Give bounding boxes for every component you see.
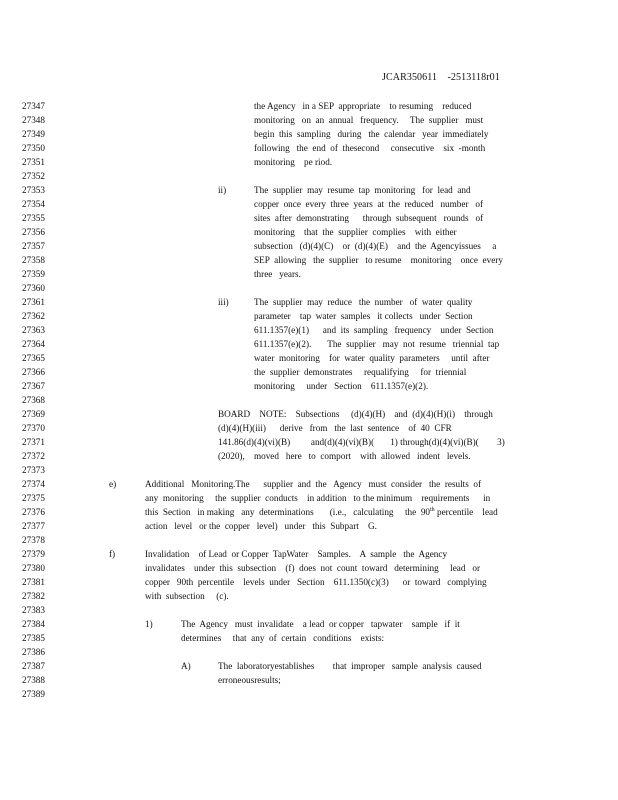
line-number: 27385 [22,633,45,643]
line-number: 27359 [22,269,45,279]
text-line: any monitoring the supplier conducts in addition to the minimum requirements in [145,493,491,503]
line-number: 27378 [22,535,45,545]
text-line: action level or the copper level) under this Subpart G. [145,521,377,531]
text-line: begin this sampling during the calendar year immediately [254,129,489,139]
list-marker: ii) [218,185,227,195]
line-number: 27371 [22,437,45,447]
list-marker: iii) [218,297,229,307]
line-number: 27355 [22,213,45,223]
text-line: monitoring on an annual frequency. The supplier must [254,115,484,125]
text-line: The supplier may resume tap monitoring for lead and [254,185,471,195]
text-line: The supplier may reduce the number of water quality [254,297,473,307]
document-header: JCAR350611 -2513118r01 [382,72,500,83]
text-line: invalidates under this subsection (f) does not count toward determining lead or [145,563,481,573]
text-line: monitoring under Section 611.1357(e)(2). [254,381,429,391]
list-marker: e) [109,479,117,489]
line-number: 27372 [22,451,45,461]
text-line: subsection (d)(4)(C) or (d)(4)(E) and the Agencyissues a [254,241,497,251]
line-number: 27384 [22,619,45,629]
line-number: 27373 [22,465,45,475]
list-marker: A) [181,661,191,671]
text-line: following the end of thesecond consecutive six -month [254,143,486,153]
text-line: water monitoring for water quality parameters until after [254,353,490,363]
line-number: 27368 [22,395,45,405]
list-marker: 1) [145,619,153,629]
line-number: 27357 [22,241,45,251]
text-line: sites after demonstrating through subsequent rounds of [254,213,484,223]
line-number: 27375 [22,493,45,503]
line-number: 27365 [22,353,45,363]
text-line: SEP allowing the supplier to resume monitoring once every [254,255,503,265]
line-number: 27377 [22,521,45,531]
text-line: copper once every three years at the reduced number of [254,199,484,209]
line-number: 27370 [22,423,45,433]
text-run: percentile lead [434,507,498,517]
line-number: 27388 [22,675,45,685]
line-number: 27382 [22,591,45,601]
text-line: the supplier demonstrates requalifying for triennial [254,367,467,377]
line-number: 27366 [22,367,45,377]
list-marker: f) [109,549,116,559]
text-line: 141.86(d)(4)(vi)(B) and(d)(4)(vi)(B)( 1) through(d)(4)(vi)(B)( 3) [218,437,505,447]
line-number: 27358 [22,255,45,265]
line-number: 27367 [22,381,45,391]
line-number: 27374 [22,479,45,489]
text-run: this Section in making any determinations (i.e., calculating the 90 [145,507,431,517]
line-number: 27350 [22,143,45,153]
line-number: 27363 [22,325,45,335]
line-number: 27361 [22,297,45,307]
line-number: 27351 [22,157,45,167]
line-number: 27376 [22,507,45,517]
line-number: 27347 [22,101,45,111]
line-number: 27353 [22,185,45,195]
text-line: the Agency in a SEP appropriate to resuming reduced [254,101,472,111]
text-line: (2020), moved here to comport with allowed indent levels. [218,451,471,461]
line-number: 27386 [22,647,45,657]
line-number: 27379 [22,549,45,559]
text-line [145,507,498,517]
text-line: The laboratoryestablishes that improper sample analysis caused [218,661,482,671]
text-line: The Agency must invalidate a lead or copper tapwater sample if it [181,619,460,629]
line-number: 27381 [22,577,45,587]
line-number: 27364 [22,339,45,349]
text-line: erroneousresults; [218,675,281,685]
line-number: 27354 [22,199,45,209]
text-line: three years. [254,269,301,279]
line-number: 27360 [22,283,45,293]
text-line: parameter tap water samples it collects under Section [254,311,473,321]
line-number: 27362 [22,311,45,321]
text-line: determines that any of certain conditions exists: [181,633,385,643]
line-number: 27356 [22,227,45,237]
text-line: 611.1357(e)(1) and its sampling frequency under Section [254,325,494,335]
text-line: Additional Monitoring.The supplier and the Agency must consider the results of [145,479,482,489]
text-line: BOARD NOTE: Subsections (d)(4)(H) and (d)(4)(H)(i) through [218,409,493,419]
text-line: with subsection (c). [145,591,229,601]
line-number: 27369 [22,409,45,419]
text-line: 611.1357(e)(2). The supplier may not resume triennial tap [254,339,500,349]
superscript: th [430,507,435,513]
text-line: (d)(4)(H)(iii) derive from the last sentence of 40 CFR [218,423,452,433]
line-number: 27380 [22,563,45,573]
text-line: monitoring that the supplier complies with either [254,227,457,237]
text-line: Invalidation of Lead or Copper TapWater Samples. A sample the Agency [145,549,448,559]
line-number: 27387 [22,661,45,671]
line-number: 27348 [22,115,45,125]
line-number: 27383 [22,605,45,615]
line-number: 27352 [22,171,45,181]
line-number: 27349 [22,129,45,139]
line-number: 27389 [22,689,45,699]
text-line: monitoring pe riod. [254,157,333,167]
text-line: copper 90th percentile levels under Section 611.1350(c)(3) or toward complying [145,577,487,587]
